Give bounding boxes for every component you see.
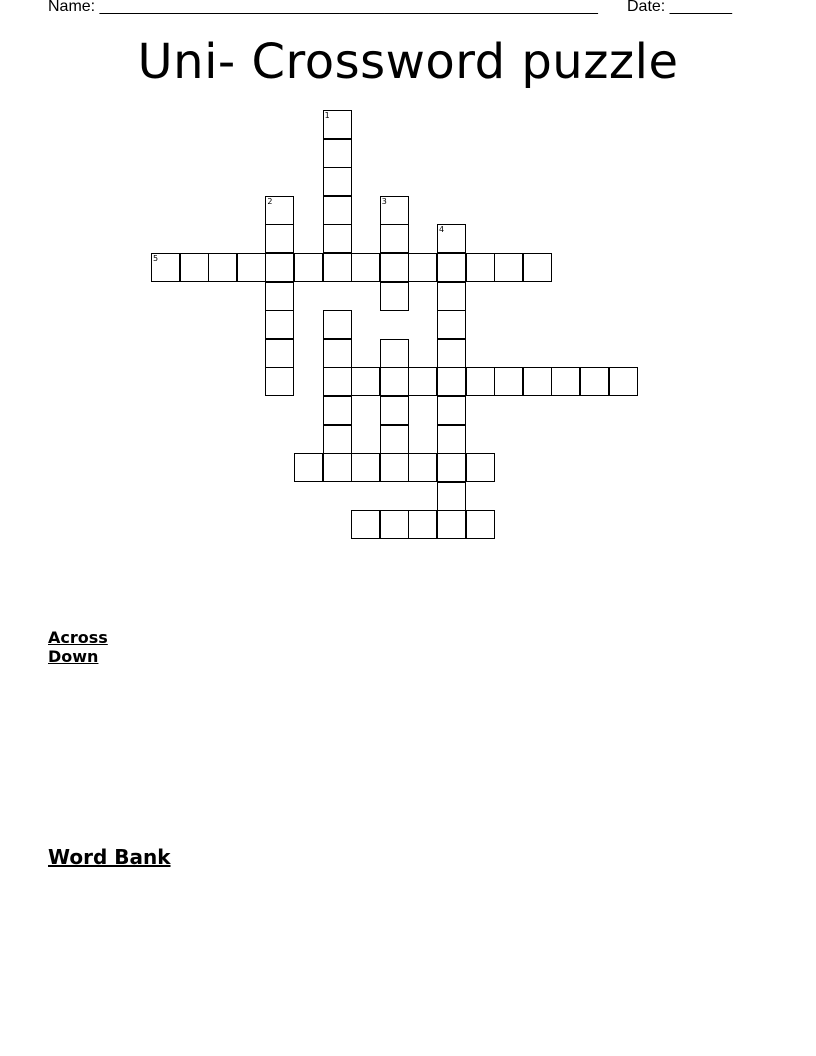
name-line: Name: ________________________________________________________ [48, 0, 598, 15]
grid-cell[interactable] [437, 339, 466, 368]
grid-cell[interactable] [323, 367, 352, 396]
clue-number: 1 [324, 111, 330, 120]
grid-cell[interactable] [408, 367, 437, 396]
grid-cell[interactable] [408, 253, 437, 282]
across-heading: Across [48, 628, 108, 647]
grid-cell[interactable] [294, 253, 323, 282]
grid-cell[interactable] [523, 367, 552, 396]
grid-cell[interactable] [494, 367, 523, 396]
grid-cell[interactable] [380, 339, 409, 368]
clue-number: 5 [153, 254, 159, 263]
grid-cell[interactable] [380, 453, 409, 482]
grid-cell[interactable] [294, 453, 323, 482]
grid-cell[interactable] [380, 367, 409, 396]
word-bank-heading: Word Bank [48, 845, 171, 869]
grid-cell[interactable] [265, 310, 294, 339]
grid-cell[interactable] [265, 282, 294, 311]
grid-cell[interactable] [351, 510, 380, 539]
page-title: Uni- Crossword puzzle [137, 34, 679, 90]
grid-cell[interactable] [265, 196, 294, 225]
grid-cell[interactable] [265, 339, 294, 368]
grid-cell[interactable] [323, 453, 352, 482]
grid-cell[interactable] [466, 510, 495, 539]
grid-cell[interactable] [323, 396, 352, 425]
grid-cell[interactable] [437, 310, 466, 339]
grid-cell[interactable] [380, 196, 409, 225]
grid-cell[interactable] [408, 453, 437, 482]
grid-cell[interactable] [437, 253, 466, 282]
grid-cell[interactable] [180, 253, 209, 282]
grid-cell[interactable] [437, 482, 466, 511]
grid-cell[interactable] [380, 396, 409, 425]
grid-cell[interactable] [380, 224, 409, 253]
date-line: Date: _______ [627, 0, 732, 15]
grid-cell[interactable] [437, 425, 466, 454]
grid-cell[interactable] [523, 253, 552, 282]
grid-cell[interactable] [323, 339, 352, 368]
grid-cell[interactable] [466, 367, 495, 396]
grid-cell[interactable] [265, 253, 294, 282]
grid-cell[interactable] [380, 282, 409, 311]
clue-number: 2 [267, 196, 273, 206]
grid-cell[interactable] [208, 253, 237, 282]
grid-cell[interactable] [323, 167, 352, 196]
grid-cell[interactable] [380, 253, 409, 282]
grid-cell[interactable] [494, 253, 523, 282]
grid-cell[interactable] [437, 396, 466, 425]
grid-cell[interactable] [323, 196, 352, 225]
grid-cell[interactable] [437, 510, 466, 539]
grid-cell[interactable] [437, 224, 466, 253]
grid-cell[interactable] [237, 253, 266, 282]
grid-cell[interactable] [580, 367, 609, 396]
clues-left-column [48, 629, 403, 666]
grid-cell[interactable] [323, 224, 352, 253]
grid-cell[interactable] [351, 453, 380, 482]
grid-cell[interactable] [437, 282, 466, 311]
clue-number: 3 [381, 196, 387, 206]
grid-cell[interactable] [351, 367, 380, 396]
grid-cell[interactable] [609, 367, 638, 396]
grid-cell[interactable] [323, 139, 352, 168]
grid-cell[interactable] [265, 367, 294, 396]
grid-cell[interactable] [380, 425, 409, 454]
grid-cell[interactable] [437, 367, 466, 396]
grid-cell[interactable] [466, 253, 495, 282]
grid-cell[interactable] [323, 253, 352, 282]
grid-cell[interactable] [151, 253, 180, 282]
grid-cell[interactable] [437, 453, 466, 482]
grid-cell[interactable] [323, 110, 352, 139]
grid-cell[interactable] [323, 310, 352, 339]
grid-cell[interactable] [380, 510, 409, 539]
clue-number: 4 [439, 225, 445, 235]
grid-cell[interactable] [466, 453, 495, 482]
grid-cell[interactable] [551, 367, 580, 396]
grid-cell[interactable] [351, 253, 380, 282]
grid-cell[interactable] [265, 224, 294, 253]
down-heading: Down [48, 646, 99, 666]
grid-cell[interactable] [408, 510, 437, 539]
grid-cell[interactable] [323, 425, 352, 454]
